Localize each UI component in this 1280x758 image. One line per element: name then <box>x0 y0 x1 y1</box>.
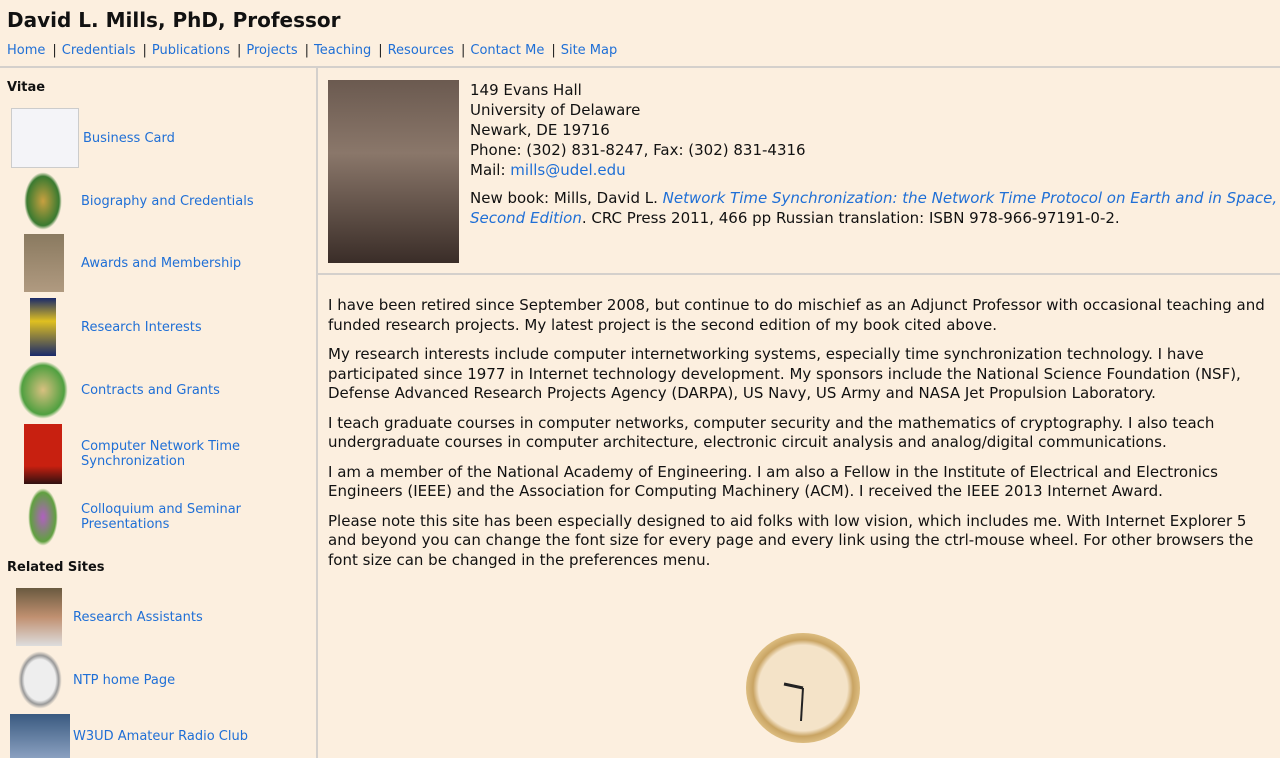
related-heading: Related Sites <box>7 560 105 575</box>
portrait-photo <box>328 80 459 263</box>
nav-resources[interactable]: Resources <box>387 43 454 58</box>
nav-projects[interactable]: Projects <box>246 43 298 58</box>
phone-line: Phone: (302) 831-8247, Fax: (302) 831-4316 <box>470 141 806 159</box>
nav-site-map[interactable]: Site Map <box>560 43 618 58</box>
vitae-heading: Vitae <box>7 80 46 95</box>
book-icon <box>24 424 62 484</box>
paragraph: Please note this site has been especially designed to aid folks with low vision, which includes me. With Internet Explorer 5 and beyond you can change the font size for every page and every link using the ctrl-mouse wheel. For other browsers the font size can be changed in the preferences menu. <box>328 511 1254 569</box>
sidebar-item-contracts[interactable]: Contracts and Grants <box>18 361 220 419</box>
nav-home[interactable]: Home <box>7 43 46 58</box>
bio-text <box>328 296 1268 580</box>
nav-separator: | <box>378 43 383 58</box>
nav-separator: | <box>236 43 242 58</box>
nav-separator: | <box>551 43 556 58</box>
paragraph: My research interests include computer internetworking systems, especially time synchronization technology. I have participated since 1977 in Internet technology development. My sponsors include the National Science Foundation (NSF), Defense Advanced Research Projects Agency (DARPA), US Navy, US Army and NASA Jet Propulsion Laboratory. <box>328 345 1241 402</box>
nav-separator: | <box>52 43 57 58</box>
address-line: Newark, DE 19716 <box>470 121 610 139</box>
address-line: University of Delaware <box>470 101 641 119</box>
cartoon-icon <box>18 361 68 419</box>
radio-club-icon <box>10 714 70 758</box>
cartoon-icon <box>24 172 62 230</box>
nav-separator: | <box>142 43 147 58</box>
contact-section <box>318 68 1280 275</box>
sidebar-item-business-card[interactable]: Business Card <box>11 108 175 168</box>
clock-hands <box>746 633 860 743</box>
nav-separator: | <box>461 43 466 58</box>
nav-teaching[interactable]: Teaching <box>314 43 372 58</box>
sidebar-item-colloquium[interactable]: Colloquium and Seminar Presentations <box>28 488 261 546</box>
sidebar <box>0 68 318 758</box>
address-line: 149 Evans Hall <box>470 81 582 99</box>
page-title: David L. Mills, PhD, Professor <box>7 8 341 32</box>
person-icon <box>16 588 62 646</box>
nav-publications[interactable]: Publications <box>151 43 230 58</box>
sidebar-item-research[interactable]: Research Interests <box>30 298 202 356</box>
main-content <box>318 68 1280 758</box>
book-suffix: . CRC Press 2011, 466 pp Russian translation: ISBN 978-966-97191-0-2. <box>581 209 1120 227</box>
nav-contact[interactable]: Contact Me <box>470 43 545 58</box>
award-icon <box>24 234 64 292</box>
sidebar-item-awards[interactable]: Awards and Membership <box>24 234 241 292</box>
sidebar-item-w3ud[interactable]: W3UD Amateur Radio Club <box>10 714 248 758</box>
mail-label: Mail: <box>470 161 511 179</box>
mail-line <box>470 160 806 180</box>
email-link[interactable]: mills@udel.edu <box>510 161 626 179</box>
header <box>0 0 1280 68</box>
address-block <box>470 80 806 180</box>
paragraph: I have been retired since September 2008, but continue to do mischief as an Adjunct Professor with occasional teaching and funded research projects. My latest project is the second edition of my book cited above. <box>328 296 1265 334</box>
watch-icon <box>18 651 62 709</box>
sidebar-item-biography[interactable]: Biography and Credentials <box>24 172 254 230</box>
top-nav <box>7 43 617 58</box>
nav-separator: | <box>304 43 310 58</box>
paragraph: I teach graduate courses in computer networks, computer security and the mathematics of cryptography. I also teach undergraduate courses in computer architecture, electronic circuit analysis and analog/digital communications. <box>328 413 1215 451</box>
cartoon-icon <box>28 488 58 546</box>
book-notice <box>470 188 1280 228</box>
business-card-icon <box>11 108 79 168</box>
sidebar-item-ntp-home[interactable]: NTP home Page <box>18 651 175 709</box>
paragraph: I am a member of the National Academy of Engineering. I am also a Fellow in the Institute of Electrical and Electronics Engineers (IEEE) and the Association for Computing Machinery (ACM). I received the IEEE 2013 Internet Award. <box>328 462 1218 500</box>
book-title-link[interactable]: Network Time Synchronization: the Network Time Protocol on Earth and in Space, Second Edition <box>470 189 1278 227</box>
nav-credentials[interactable]: Credentials <box>61 43 136 58</box>
book-prefix: New book: Mills, David L. <box>470 189 663 207</box>
bottle-icon <box>30 298 56 356</box>
sidebar-item-ntp-book[interactable]: Computer Network Time Synchronization <box>24 424 261 484</box>
clock-icon <box>746 633 860 743</box>
sidebar-item-research-assistants[interactable]: Research Assistants <box>16 588 203 646</box>
